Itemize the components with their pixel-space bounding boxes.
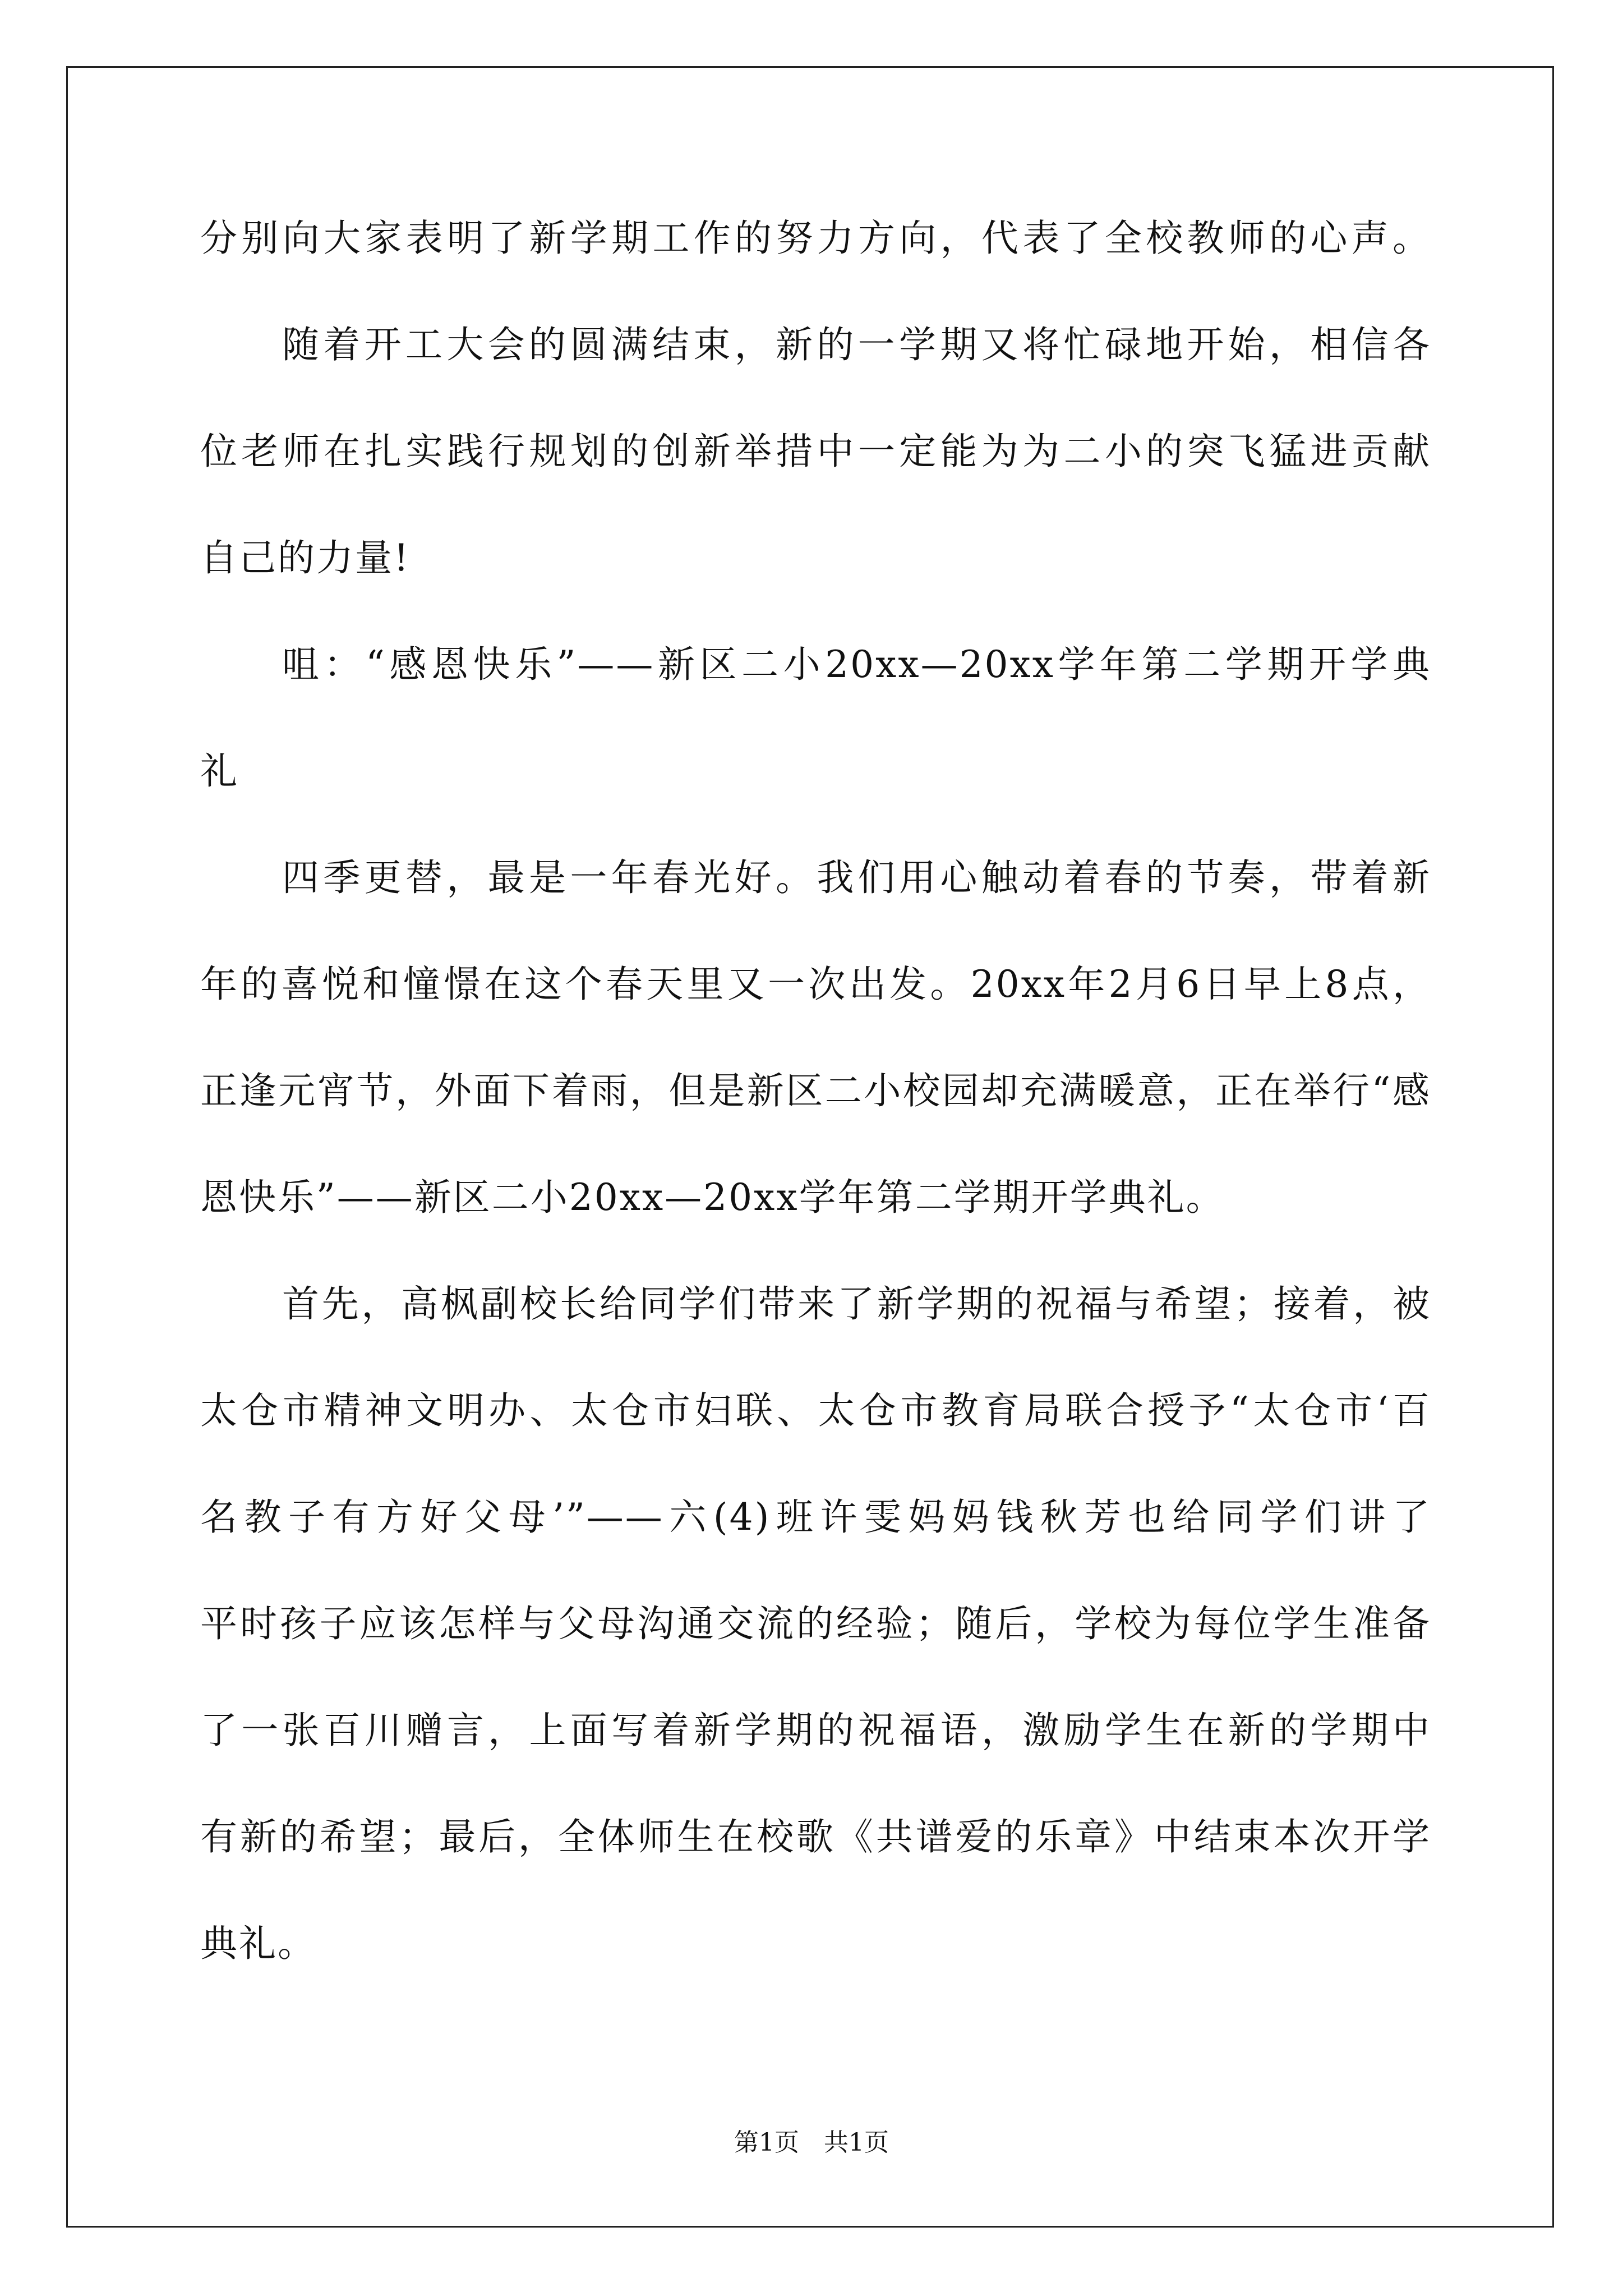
paragraph-line: 有新的希望；最后，全体师生在校歌《共谱爱的乐章》中结束本次开学 [200, 1815, 1431, 1858]
paragraph-line: 首先，高枫副校长给同学们带来了新学期的祝福与希望；接着，被 [282, 1282, 1431, 1326]
paragraph-line: 咀：“感恩快乐”——新区二小20xx—20xx学年第二学期开学典 [282, 643, 1431, 686]
paragraph-line: 礼 [200, 749, 239, 793]
paragraph-line: 自己的力量! [200, 536, 411, 579]
page-border [66, 66, 1554, 2228]
paragraph-line: 位老师在扎实践行规划的创新举措中一定能为为二小的突飞猛进贡献 [200, 430, 1431, 473]
paragraph-line: 名教子有方好父母’”——六(4)班许雯妈妈钱秋芳也给同学们讲了 [200, 1496, 1431, 1539]
page-footer: 第1页 共1页 [734, 2128, 889, 2157]
paragraph-line: 了一张百川赠言，上面写着新学期的祝福语，激励学生在新的学期中 [200, 1709, 1431, 1752]
paragraph-line: 典礼。 [200, 1922, 316, 1965]
paragraph-line: 太仓市精神文明办、太仓市妇联、太仓市教育局联合授予“太仓市‘百 [200, 1389, 1431, 1432]
paragraph-line: 四季更替，最是一年春光好。我们用心触动着春的节奏，带着新 [282, 856, 1431, 899]
paragraph-line: 随着开工大会的圆满结束，新的一学期又将忙碌地开始，相信各 [282, 323, 1431, 366]
paragraph-line: 正逢元宵节，外面下着雨，但是新区二小校园却充满暖意，正在举行“感 [200, 1069, 1431, 1112]
paragraph-line: 恩快乐”——新区二小20xx—20xx学年第二学期开学典礼。 [200, 1176, 1225, 1219]
paragraph-line: 分别向大家表明了新学期工作的努力方向，代表了全校教师的心声。 [200, 217, 1431, 260]
paragraph-line: 年的喜悦和憧憬在这个春天里又一次出发。20xx年2月6日早上8点， [200, 963, 1431, 1006]
paragraph-line: 平时孩子应该怎样与父母沟通交流的经验；随后，学校为每位学生准备 [200, 1602, 1431, 1645]
